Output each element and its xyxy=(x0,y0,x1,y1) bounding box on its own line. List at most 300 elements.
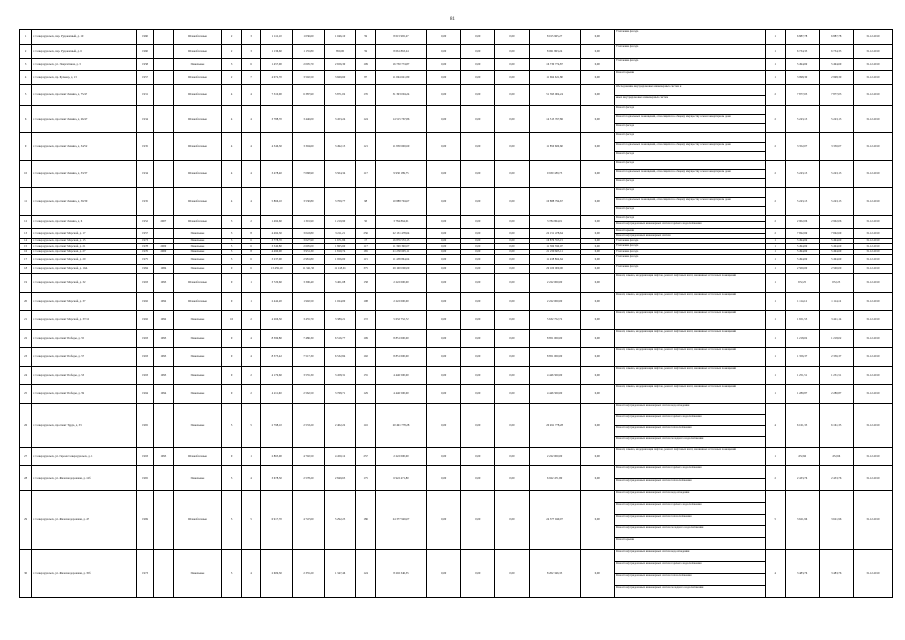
cell-owners-funds: 11 399 390,07 xyxy=(529,244,580,250)
cell-residents: 117 xyxy=(356,244,376,250)
cell-residents: 186 xyxy=(356,491,376,549)
cell-living-area: 4 702,50 xyxy=(293,447,325,466)
cell-unit-cost: 672,25 xyxy=(785,274,819,293)
cell-address: г. Североуральск, проспект Морской, д. 29 xyxy=(32,255,137,265)
cell-living-area: 3 502,50 xyxy=(293,70,325,85)
cell-owners-funds: 11 850 600,60 xyxy=(529,133,580,160)
cell-floors: 9 xyxy=(222,264,242,274)
cell-federal-funds: 0,00 xyxy=(427,403,461,447)
work-item: Ремонт внутридомовых инженерных систем водоотведения xyxy=(615,491,765,503)
cell-repair-cost: 8 061 863,24 xyxy=(375,44,426,59)
cell-limit-cost: 5 243,13 xyxy=(819,106,853,133)
cell-limit-cost: 5 494,69 xyxy=(819,59,853,71)
cell-year-built: 1984 xyxy=(137,264,154,274)
cell-address: г. Североуральск, ул. Железнодорожная, д. 12б xyxy=(32,466,137,491)
cell-works-count: 1 xyxy=(766,264,786,274)
cell-floors: 9 xyxy=(222,348,242,367)
cell-residents: 109 xyxy=(356,59,376,71)
cell-year-built: 1965 xyxy=(137,403,154,447)
cell-completion-date: 31.12.2019 xyxy=(853,160,892,187)
cell-owners-funds: 3 784 864,01 xyxy=(529,215,580,228)
work-item: Ремонт крыши xyxy=(615,70,635,74)
cell-works-count: 2 xyxy=(766,215,786,228)
cell-federal-funds: 0,00 xyxy=(427,244,461,250)
cell-entrances: 8 xyxy=(241,228,261,238)
cell-year-reconstruction xyxy=(154,59,174,71)
cell-unit-cost: 1 280,87 xyxy=(785,385,819,404)
work-item: Обследование внутридомовых инженерных систем и xyxy=(615,85,765,96)
cell-wall-material: Шлакоблочные xyxy=(173,274,222,293)
cell-total-area: 5 866,10 xyxy=(261,188,293,215)
cell-limit-cost: 1 218,02 xyxy=(819,329,853,348)
cell-living-area: 1 301,90 xyxy=(293,215,325,228)
cell-local-funds: 0,00 xyxy=(495,385,529,404)
cell-residents: 59 xyxy=(356,44,376,59)
cell-year-built: 1934 xyxy=(137,160,154,187)
cell-other-funds: 0,00 xyxy=(580,215,614,228)
cell-repair-cost: 5 632 752,72 xyxy=(375,311,426,330)
cell-year-reconstruction xyxy=(154,160,174,187)
cell-entrances: 1 xyxy=(241,447,261,466)
cell-works xyxy=(614,215,765,228)
cell-total-area: 2 798,10 xyxy=(261,403,293,447)
cell-entrances: 2 xyxy=(241,215,261,228)
cell-wall-material: Панельные xyxy=(173,255,222,265)
cell-limit-cost: 5 494,69 xyxy=(819,244,853,250)
cell-year-reconstruction xyxy=(154,106,174,133)
cell-year-reconstruction xyxy=(154,549,174,597)
cell-unit-cost: 6 734,33 xyxy=(785,44,819,59)
table-row xyxy=(20,348,893,367)
cell-limit-cost: 1 114,12 xyxy=(819,292,853,311)
table-row xyxy=(20,255,893,265)
work-item: Ремонт внутридомовых инженерных систем горячего водоснабжения xyxy=(615,221,702,226)
cell-local-funds: 0,00 xyxy=(495,264,529,274)
work-item: Ремонт внутридомовых инженерных систем холодного водоснабжения xyxy=(615,435,704,440)
cell-row-number: 19 xyxy=(20,274,32,293)
cell-address: г. Североуральск, проспект Ленина, д. 39/39 xyxy=(32,188,137,215)
cell-row-number: 5 xyxy=(20,85,32,106)
cell-entrances: 2 xyxy=(241,366,261,385)
cell-floors: 5 xyxy=(222,466,242,491)
cell-local-funds: 0,00 xyxy=(495,85,529,106)
cell-works-count: 1 xyxy=(766,329,786,348)
cell-entrances: 5 xyxy=(241,491,261,549)
cell-year-reconstruction xyxy=(154,228,174,238)
cell-area-owned: 6 516,77 xyxy=(324,329,356,348)
cell-living-area: 2 562,50 xyxy=(293,385,325,404)
cell-local-funds: 0,00 xyxy=(495,44,529,59)
work-item: Утепление фасада xyxy=(615,243,639,248)
cell-year-reconstruction xyxy=(154,188,174,215)
cell-completion-date: 31.12.2019 xyxy=(853,59,892,71)
cell-year-built: 1993 xyxy=(137,348,154,367)
cell-residents: 117 xyxy=(356,160,376,187)
cell-area-owned: 1 810,74 xyxy=(324,249,356,255)
cell-year-built: 1952 xyxy=(137,215,154,228)
cell-federal-funds: 0,00 xyxy=(427,255,461,265)
cell-federal-funds: 0,00 xyxy=(427,329,461,348)
cell-living-area: 1 155,80 xyxy=(293,44,325,59)
cell-federal-funds: 0,00 xyxy=(427,44,461,59)
cell-address: г. Североуральск, пер. Рудокопный, д. 6 xyxy=(32,44,137,59)
cell-living-area: 2 695,00 xyxy=(293,244,325,250)
cell-address: г. Североуральск, пер. Рудокопный, д. 10 xyxy=(32,30,137,45)
cell-works-count: 1 xyxy=(766,70,786,85)
cell-repair-cost: 11 694 621,80 xyxy=(375,70,426,85)
table-row xyxy=(20,215,893,228)
cell-address: г. Североуральск, проспект Морской, д. 17 xyxy=(32,228,137,238)
cell-address: г. Североуральск, ул. Энергетиков, д. 3 xyxy=(32,59,137,71)
cell-floors: 2 xyxy=(222,44,242,59)
cell-local-funds: 0,00 xyxy=(495,311,529,330)
cell-total-area: 8 399,80 xyxy=(261,329,293,348)
cell-regional-funds: 0,00 xyxy=(461,403,495,447)
cell-address: г. Североуральск, проспект Морской, д. 21 xyxy=(32,244,137,250)
cell-limit-cost: 6 734,33 xyxy=(819,44,853,59)
cell-address: г. Североуральск, проспект Ленина, д. 6 xyxy=(32,215,137,228)
cell-owners-funds: 8 202 346,35 xyxy=(529,549,580,597)
cell-local-funds: 0,00 xyxy=(495,244,529,250)
cell-other-funds: 0,00 xyxy=(580,329,614,348)
work-item: Ремонт внутридомовых инженерных систем холодного водоснабжения xyxy=(615,526,765,538)
cell-federal-funds: 0,00 xyxy=(427,491,461,549)
cell-total-area: 2 609,30 xyxy=(261,549,293,597)
cell-completion-date: 31.12.2019 xyxy=(853,249,892,255)
cell-total-area: 2 865,00 xyxy=(261,447,293,466)
cell-entrances: 4 xyxy=(241,106,261,133)
cell-local-funds: 0,00 xyxy=(495,255,529,265)
cell-local-funds: 0,00 xyxy=(495,70,529,85)
table-row xyxy=(20,366,893,385)
cell-living-area: 6 387,90 xyxy=(293,85,325,106)
cell-wall-material: Панельные xyxy=(173,549,222,597)
cell-regional-funds: 0,00 xyxy=(461,133,495,160)
cell-year-reconstruction: 1984 xyxy=(154,264,174,274)
table-row xyxy=(20,228,893,238)
cell-address: г. Североуральск, проспект Морской, д. 10А xyxy=(32,264,137,274)
cell-row-number: 1 xyxy=(20,30,32,45)
cell-area-owned: 11 118,91 xyxy=(324,264,356,274)
cell-local-funds: 0,00 xyxy=(495,274,529,293)
cell-row-number: 24 xyxy=(20,366,32,385)
cell-floors: 9 xyxy=(222,329,242,348)
cell-row-number: 12 xyxy=(20,215,32,228)
cell-wall-material: Шлакоблочные xyxy=(173,491,222,549)
cell-residents: 199 xyxy=(356,329,376,348)
cell-row-number: 26 xyxy=(20,403,32,447)
cell-living-area: 7 486,30 xyxy=(293,329,325,348)
cell-owners-funds: 8 851 000,00 xyxy=(529,348,580,367)
cell-works xyxy=(614,30,765,45)
cell-unit-cost: 2 902,06 xyxy=(785,215,819,228)
cell-total-area: 8 375,42 xyxy=(261,348,293,367)
cell-area-owned: 3 458,31 xyxy=(324,366,356,385)
cell-works-count: 1 xyxy=(766,292,786,311)
cell-year-built: 1935 xyxy=(137,188,154,215)
cell-total-area: 4 346,30 xyxy=(261,133,293,160)
cell-unit-cost: 3 998,30 xyxy=(785,70,819,85)
cell-address: г. Североуральск, проспект Морской, д. 37 xyxy=(32,292,137,311)
cell-floors: 5 xyxy=(222,238,242,244)
cell-other-funds: 0,00 xyxy=(580,491,614,549)
cell-residents: 87 xyxy=(356,70,376,85)
work-item: Ремонт фасада xyxy=(615,123,634,128)
cell-completion-date: 31.12.2019 xyxy=(853,215,892,228)
cell-works xyxy=(614,447,765,466)
cell-local-funds: 0,00 xyxy=(495,491,529,549)
cell-repair-cost: 16 876 553,15 xyxy=(375,238,426,244)
cell-other-funds: 0,00 xyxy=(580,549,614,597)
cell-area-owned: 2 656,30 xyxy=(324,59,356,71)
cell-living-area: 2 578,20 xyxy=(293,466,325,491)
cell-wall-material: Шлакоблочные xyxy=(173,85,222,106)
cell-completion-date: 31.12.2019 xyxy=(853,466,892,491)
cell-unit-cost: 1 356,37 xyxy=(785,348,819,367)
cell-living-area: 4 747,60 xyxy=(293,491,325,549)
cell-residents: 121 xyxy=(356,133,376,160)
cell-owners-funds: 24 377 949,07 xyxy=(529,491,580,549)
work-item: Ремонт подвальных помещений, относящихся к общему имуществу в многоквартирном доме xyxy=(615,115,765,124)
cell-completion-date: 31.12.2019 xyxy=(853,30,892,45)
work-item: Ремонт внутридомовых инженерных систем горячего водоснабжения xyxy=(615,503,765,515)
table-row xyxy=(20,292,893,311)
cell-floors: 5 xyxy=(222,255,242,265)
cell-living-area: 2 005,70 xyxy=(293,59,325,71)
cell-owners-funds: 11 694 621,80 xyxy=(529,70,580,85)
cell-owners-funds: 16 730 774,87 xyxy=(529,59,580,71)
cell-area-owned: 1 865,60 xyxy=(324,244,356,250)
cell-works-count: 1 xyxy=(766,311,786,330)
work-item: Ремонт внутридомовых инженерных систем горячего водоснабжения xyxy=(615,562,765,574)
cell-wall-material: Шлакоблочные xyxy=(173,160,222,187)
work-item: Ремонт фасада xyxy=(615,216,765,223)
cell-other-funds: 0,00 xyxy=(580,249,614,255)
cell-entrances: 3 xyxy=(241,30,261,45)
table-row xyxy=(20,106,893,133)
cell-limit-cost: 6 887,78 xyxy=(819,30,853,45)
cell-floors: 5 xyxy=(222,403,242,447)
work-item: Ремонт фасада xyxy=(615,161,765,170)
cell-owners-funds: 14 515 767,86 xyxy=(529,106,580,133)
cell-other-funds: 0,00 xyxy=(580,238,614,244)
cell-regional-funds: 0,00 xyxy=(461,238,495,244)
cell-total-area: 3 778,70 xyxy=(261,238,293,244)
cell-limit-cost: 3 350,07 xyxy=(819,133,853,160)
cell-living-area: 11 341,50 xyxy=(293,264,325,274)
cell-completion-date: 31.12.2019 xyxy=(853,44,892,59)
cell-federal-funds: 0,00 xyxy=(427,133,461,160)
cell-limit-cost: 6 161,35 xyxy=(819,403,853,447)
cell-wall-material: Шлакоблочные xyxy=(173,133,222,160)
cell-entrances: 4 xyxy=(241,188,261,215)
cell-other-funds: 0,00 xyxy=(580,366,614,385)
work-item: Ремонт внутридомовых инженерных систем теплоснабжения xyxy=(615,477,692,482)
cell-floors: 5 xyxy=(222,491,242,549)
cell-regional-funds: 0,00 xyxy=(461,329,495,348)
cell-address: г. Североуральск, проспект Ленина, д. 34/52 xyxy=(32,133,137,160)
cell-floors: 5 xyxy=(222,249,242,255)
cell-unit-cost: 3 352,07 xyxy=(785,133,819,160)
cell-limit-cost: 2 902,06 xyxy=(819,215,853,228)
cell-works-count: 1 xyxy=(766,244,786,250)
work-item: Ремонт фасада xyxy=(615,150,634,155)
cell-wall-material: Панельные xyxy=(173,311,222,330)
cell-owners-funds: 4 446 500,00 xyxy=(529,385,580,404)
cell-works-count: 1 xyxy=(766,385,786,404)
cell-federal-funds: 0,00 xyxy=(427,160,461,187)
cell-owners-funds: 21 230 605,11 xyxy=(529,249,580,255)
cell-owners-funds: 2 222 000,00 xyxy=(529,274,580,293)
cell-area-owned: 2 849,65 xyxy=(324,466,356,491)
cell-federal-funds: 0,00 xyxy=(427,549,461,597)
cell-living-area: 3 455,70 xyxy=(293,311,325,330)
cell-address: г. Североуральск, проспект Победы, д. 59 xyxy=(32,385,137,404)
cell-total-area: 4 211,60 xyxy=(261,385,293,404)
cell-works xyxy=(614,329,765,348)
work-item: Ремонт фасада xyxy=(615,178,634,183)
table-row xyxy=(20,44,893,59)
cell-works-count: 1 xyxy=(766,59,786,71)
cell-repair-cost: 4 446 500,00 xyxy=(375,366,426,385)
work-item: Ремонт внутридомовых инженерных систем теплоснабжения xyxy=(615,515,765,527)
cell-limit-cost: 5 494,69 xyxy=(819,238,853,244)
cell-wall-material: Панельные xyxy=(173,249,222,255)
cell-entrances: 4 xyxy=(241,549,261,597)
cell-year-built: 1993 xyxy=(137,274,154,293)
work-item: иных внутридомовых инженерных систем xyxy=(615,94,669,99)
cell-unit-cost: 6 161,35 xyxy=(785,403,819,447)
table-row xyxy=(20,70,893,85)
cell-repair-cost: 24 377 949,07 xyxy=(375,491,426,549)
cell-living-area: 2 355,20 xyxy=(293,549,325,597)
cell-year-reconstruction: 2007 xyxy=(154,215,174,228)
table-row xyxy=(20,491,893,549)
cell-year-reconstruction: 1993 xyxy=(154,274,174,293)
cell-year-built: 1935 xyxy=(137,133,154,160)
cell-local-funds: 0,00 xyxy=(495,549,529,597)
cell-wall-material: Шлакоблочные xyxy=(173,215,222,228)
work-item: Ремонт фасада xyxy=(615,106,765,115)
cell-address: г. Североуральск, ул. Железнодорожная, д. 47 xyxy=(32,491,137,549)
cell-works xyxy=(614,385,765,404)
table-row xyxy=(20,85,893,106)
cell-completion-date: 31.12.2019 xyxy=(853,491,892,549)
cell-regional-funds: 0,00 xyxy=(461,366,495,385)
cell-year-built: 1992 xyxy=(137,292,154,311)
cell-owners-funds: 20 491 778,28 xyxy=(529,403,580,447)
cell-unit-cost: 472,66 xyxy=(785,447,819,466)
work-item: Ремонт подвальных помещений, относящихся к общему имуществу в многоквартирном доме xyxy=(615,198,765,207)
cell-federal-funds: 0,00 xyxy=(427,70,461,85)
cell-regional-funds: 0,00 xyxy=(461,70,495,85)
cell-year-built: 1973 xyxy=(137,549,154,597)
cell-local-funds: 0,00 xyxy=(495,188,529,215)
cell-other-funds: 0,00 xyxy=(580,228,614,238)
cell-limit-cost: 2 433,76 xyxy=(819,466,853,491)
cell-row-number: 13 xyxy=(20,228,32,238)
cell-other-funds: 0,00 xyxy=(580,244,614,250)
cell-repair-cost: 6 922 471,80 xyxy=(375,466,426,491)
cell-federal-funds: 0,00 xyxy=(427,385,461,404)
cell-works xyxy=(614,491,765,549)
cell-residents: 124 xyxy=(356,106,376,133)
cell-address: г. Североуральск, проспект Ленина, д. 26/47 xyxy=(32,106,137,133)
cell-repair-cost: 11 438 864,64 xyxy=(375,255,426,265)
cell-other-funds: 0,00 xyxy=(580,403,614,447)
cell-floors: 9 xyxy=(222,385,242,404)
cell-address: г. Североуральск, проспект Морской, д. 37/12 xyxy=(32,311,137,330)
cell-local-funds: 0,00 xyxy=(495,228,529,238)
work-item: Ремонт фасада xyxy=(615,205,634,210)
cell-residents: 192 xyxy=(356,348,376,367)
cell-address: г. Североуральск, проспект Победы, д. 55 xyxy=(32,329,137,348)
work-item: Ремонт подвальных помещений, относящихся к общему имуществу в многоквартирном доме xyxy=(615,143,765,152)
cell-wall-material: Панельные xyxy=(173,238,222,244)
cell-living-area: 3 304,60 xyxy=(293,133,325,160)
cell-other-funds: 0,00 xyxy=(580,160,614,187)
cell-area-owned: 4 450,12 xyxy=(324,447,356,466)
cell-area-owned: 2 402,22 xyxy=(324,403,356,447)
cell-address: г. Североуральск, пр. Бульвар, д. 13 xyxy=(32,70,137,85)
cell-floors: 2 xyxy=(222,30,242,45)
cell-floors: 4 xyxy=(222,160,242,187)
cell-unit-cost: 1 651,55 xyxy=(785,311,819,330)
cell-row-number: 4 xyxy=(20,70,32,85)
cell-address: г. Североуральск, проспект Морской, д. 15 xyxy=(32,238,137,244)
work-item: Ремонт внутридомовых инженерных систем теплоснабжения xyxy=(615,426,765,437)
cell-entrances: 4 xyxy=(241,133,261,160)
work-item: Ремонт, замена, модернизация лифтов, ремонт лифтовых шахт, машинных и блочных помещений xyxy=(615,273,736,278)
table-row xyxy=(20,188,893,215)
cell-local-funds: 0,00 xyxy=(495,366,529,385)
work-item: Ремонт фасада xyxy=(615,188,765,197)
cell-limit-cost: 1 251,51 xyxy=(819,366,853,385)
cell-year-built: 1934 xyxy=(137,106,154,133)
cell-entrances: 4 xyxy=(241,329,261,348)
cell-living-area: 2 981,80 xyxy=(293,255,325,265)
cell-residents: 116 xyxy=(356,403,376,447)
cell-regional-funds: 0,00 xyxy=(461,292,495,311)
work-item: Ремонт, замена, модернизация лифтов, ремонт лифтовых шахт, машинных и блочных помещений xyxy=(615,292,736,296)
cell-works xyxy=(614,106,765,133)
cell-area-owned: 1 046,10 xyxy=(324,30,356,45)
cell-works-count: 4 xyxy=(766,403,786,447)
cell-other-funds: 0,00 xyxy=(580,188,614,215)
work-item: Ремонт крыши xyxy=(615,537,635,542)
cell-residents: 256 xyxy=(356,228,376,238)
cell-works xyxy=(614,228,765,238)
capital-repair-table xyxy=(19,29,893,598)
cell-living-area: 7 517,30 xyxy=(293,348,325,367)
cell-federal-funds: 0,00 xyxy=(427,447,461,466)
cell-regional-funds: 0,00 xyxy=(461,255,495,265)
cell-living-area: 3 555,30 xyxy=(293,366,325,385)
cell-limit-cost: 5 243,13 xyxy=(819,160,853,187)
cell-living-area: 1 992,50 xyxy=(293,292,325,311)
cell-row-number: 30 xyxy=(20,549,32,597)
cell-works-count: 2 xyxy=(766,133,786,160)
cell-year-built: 1931 xyxy=(137,85,154,106)
cell-area-owned: 6 532,84 xyxy=(324,348,356,367)
cell-entrances: 6 xyxy=(241,264,261,274)
cell-federal-funds: 0,00 xyxy=(427,106,461,133)
page-number: 81 xyxy=(450,17,455,22)
cell-address: г. Североуральск, ул. Героев Североуральск, д. 1 xyxy=(32,447,137,466)
cell-living-area: 3 306,40 xyxy=(293,274,325,293)
cell-year-reconstruction xyxy=(154,133,174,160)
cell-floors: 3 xyxy=(222,59,242,71)
